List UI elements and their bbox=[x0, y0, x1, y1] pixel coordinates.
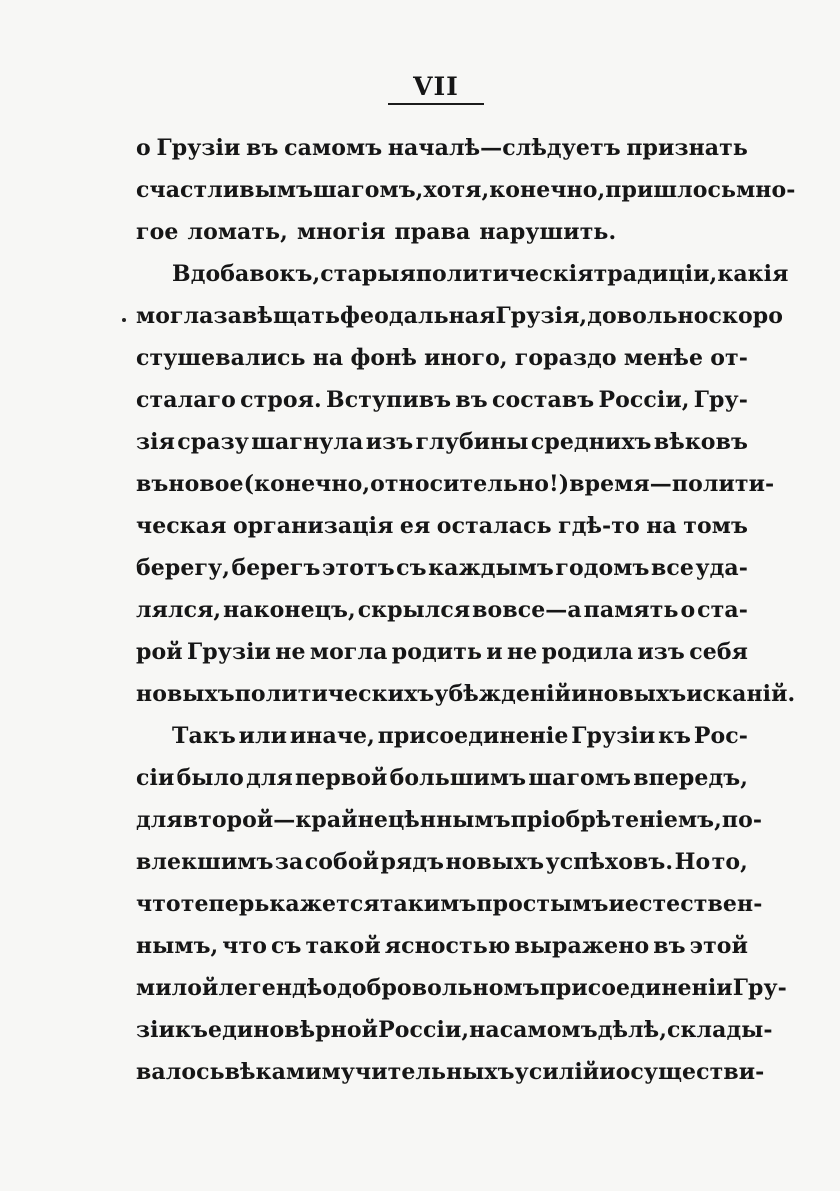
word: организація bbox=[232, 513, 394, 539]
word: уда- bbox=[695, 555, 748, 581]
word: ста- bbox=[697, 597, 748, 623]
word: теперь bbox=[180, 891, 270, 917]
text-line bbox=[136, 589, 748, 631]
word: добровольномъ bbox=[337, 975, 540, 1001]
word: мучительныхъ bbox=[321, 1059, 515, 1085]
word: за bbox=[274, 849, 304, 875]
word: Такъ bbox=[172, 723, 236, 749]
word: феодальная bbox=[340, 303, 496, 329]
word: влекшимъ bbox=[136, 849, 274, 875]
word: все bbox=[650, 555, 694, 581]
text-line bbox=[136, 757, 748, 799]
word: склады- bbox=[667, 1017, 773, 1043]
word: права bbox=[394, 219, 471, 245]
word: от- bbox=[710, 345, 748, 371]
word: Вдобавокъ, bbox=[172, 261, 321, 287]
text-line bbox=[136, 295, 784, 337]
word: Россіи, bbox=[598, 387, 690, 413]
word: строя. bbox=[240, 387, 322, 413]
word: цѣннымъ bbox=[387, 807, 511, 833]
word: традиціи, bbox=[593, 261, 718, 287]
word: на bbox=[646, 513, 677, 539]
text-line bbox=[136, 1051, 765, 1093]
word: присоединеніи bbox=[539, 975, 733, 1001]
word: гдѣ-то bbox=[558, 513, 640, 539]
text-line bbox=[136, 631, 748, 673]
word: въ bbox=[246, 135, 279, 161]
word: зія bbox=[136, 429, 175, 455]
word: изъ bbox=[365, 429, 414, 455]
page-number: VII bbox=[413, 72, 459, 101]
word: выражено bbox=[514, 933, 650, 959]
text-line bbox=[136, 337, 748, 379]
word: дѣлѣ, bbox=[597, 1017, 667, 1043]
word: скоро bbox=[708, 303, 784, 329]
word: усилій bbox=[514, 1059, 600, 1085]
word: простымъ bbox=[476, 891, 609, 917]
word: такой bbox=[305, 933, 381, 959]
word: конечно, bbox=[489, 177, 606, 203]
word: рядъ bbox=[380, 849, 445, 875]
word: Гру- bbox=[693, 387, 748, 413]
word: себя bbox=[689, 639, 748, 665]
word: что bbox=[136, 891, 181, 917]
word: менѣе bbox=[623, 345, 704, 371]
word: первой bbox=[295, 765, 388, 791]
word: началѣ—слѣдуетъ bbox=[387, 135, 621, 161]
word: по- bbox=[721, 807, 763, 833]
word: родила bbox=[541, 639, 634, 665]
word: (конечно, bbox=[243, 471, 371, 497]
text-line bbox=[136, 505, 748, 547]
word: сразу bbox=[177, 429, 249, 455]
word: сіи bbox=[136, 765, 175, 791]
text-line bbox=[136, 967, 787, 1009]
word: хотя, bbox=[423, 177, 490, 203]
word: многія bbox=[296, 219, 386, 245]
word: новыхъ bbox=[587, 681, 687, 707]
word: шагомъ bbox=[528, 765, 632, 791]
word: большимъ bbox=[389, 765, 527, 791]
word: томъ bbox=[683, 513, 748, 539]
text-line bbox=[136, 211, 748, 253]
word: довольно bbox=[587, 303, 709, 329]
word: на bbox=[469, 1017, 500, 1043]
word: валось bbox=[136, 1059, 225, 1085]
word: впередъ, bbox=[633, 765, 748, 791]
word: о bbox=[136, 135, 151, 161]
word: осталась bbox=[436, 513, 552, 539]
word: пріобрѣтеніемъ, bbox=[510, 807, 722, 833]
word: этотъ bbox=[321, 555, 395, 581]
word: гораздо bbox=[514, 345, 617, 371]
text-line bbox=[136, 379, 748, 421]
word: шагомъ, bbox=[313, 177, 424, 203]
word: Грузіи bbox=[187, 639, 271, 665]
text-line bbox=[136, 841, 748, 883]
word: нарушить. bbox=[479, 219, 617, 245]
word: собой bbox=[304, 849, 380, 875]
word: этой bbox=[689, 933, 748, 959]
word: берегъ bbox=[231, 555, 321, 581]
word: новое bbox=[168, 471, 244, 497]
word: что bbox=[222, 933, 268, 959]
word: счастливымъ bbox=[136, 177, 314, 203]
text-line bbox=[136, 127, 748, 169]
page-header bbox=[380, 72, 492, 105]
word: или bbox=[238, 723, 288, 749]
word: лялся, bbox=[136, 597, 222, 623]
word: легендѣ bbox=[218, 975, 323, 1001]
word: Россіи, bbox=[378, 1017, 470, 1043]
text-line bbox=[136, 925, 748, 967]
word: къ bbox=[658, 723, 692, 749]
text-line bbox=[136, 547, 748, 589]
word: признать bbox=[626, 135, 748, 161]
word: кажется bbox=[269, 891, 380, 917]
word: новыхъ bbox=[136, 681, 235, 707]
word: исканій. bbox=[686, 681, 796, 707]
word: ея bbox=[399, 513, 431, 539]
text-line bbox=[136, 715, 748, 757]
body-text bbox=[136, 127, 796, 1093]
word: ломать, bbox=[187, 219, 288, 245]
word: гое bbox=[136, 219, 179, 245]
word: единовѣрной bbox=[207, 1017, 379, 1043]
word: Вступивъ bbox=[326, 387, 452, 413]
word: и bbox=[608, 891, 625, 917]
word: съ bbox=[271, 933, 302, 959]
word: время—полити- bbox=[569, 471, 775, 497]
text-line bbox=[136, 253, 789, 295]
word: не bbox=[507, 639, 538, 665]
word: и bbox=[486, 639, 503, 665]
word: и bbox=[599, 1059, 616, 1085]
word: относительно!) bbox=[370, 471, 570, 497]
word: естествен- bbox=[624, 891, 763, 917]
word: новыхъ bbox=[445, 849, 545, 875]
word: нымъ, bbox=[136, 933, 219, 959]
word: завѣщать bbox=[213, 303, 341, 329]
word: изъ bbox=[637, 639, 685, 665]
text-line bbox=[136, 1009, 773, 1051]
word: Грузіи bbox=[156, 135, 241, 161]
word: могла bbox=[309, 639, 388, 665]
word: такимъ bbox=[379, 891, 477, 917]
text-line bbox=[136, 421, 748, 463]
word: присоединеніе bbox=[377, 723, 569, 749]
word: о bbox=[322, 975, 338, 1001]
word: наконецъ, bbox=[223, 597, 356, 623]
text-line bbox=[136, 883, 763, 925]
word: самомъ bbox=[284, 135, 383, 161]
word: убѣжденій bbox=[434, 681, 572, 707]
word: политическія bbox=[415, 261, 594, 287]
text-line bbox=[136, 169, 796, 211]
word: было bbox=[176, 765, 244, 791]
word: не bbox=[275, 639, 306, 665]
word: Но bbox=[674, 849, 711, 875]
margin-dot bbox=[122, 318, 126, 322]
word: фонѣ bbox=[350, 345, 417, 371]
word: иначе, bbox=[289, 723, 375, 749]
word: шагнула bbox=[251, 429, 364, 455]
word: успѣховъ. bbox=[545, 849, 674, 875]
word: пришлось bbox=[605, 177, 737, 203]
header-rule bbox=[388, 103, 484, 105]
word: вѣками bbox=[224, 1059, 322, 1085]
word: глубины bbox=[415, 429, 529, 455]
word: родить bbox=[391, 639, 482, 665]
word: Гру- bbox=[732, 975, 787, 1001]
text-line bbox=[136, 463, 775, 505]
word: второй—крайне bbox=[182, 807, 388, 833]
word: Рос- bbox=[693, 723, 748, 749]
word: каждымъ bbox=[428, 555, 554, 581]
word: и bbox=[571, 681, 588, 707]
text-line bbox=[136, 673, 796, 715]
word: къ bbox=[175, 1017, 208, 1043]
word: ясностью bbox=[384, 933, 511, 959]
word: сталаго bbox=[136, 387, 236, 413]
word: рой bbox=[136, 639, 183, 665]
word: вѣковъ bbox=[653, 429, 748, 455]
word: въ bbox=[653, 933, 686, 959]
text-line bbox=[136, 799, 763, 841]
word: среднихъ bbox=[530, 429, 652, 455]
word: самомъ bbox=[499, 1017, 598, 1043]
word: о bbox=[680, 597, 696, 623]
word: для bbox=[136, 807, 183, 833]
word: въ bbox=[455, 387, 488, 413]
word: милой bbox=[136, 975, 219, 1001]
word: память bbox=[583, 597, 679, 623]
word: для bbox=[246, 765, 293, 791]
word: въ bbox=[136, 471, 169, 497]
word: мно- bbox=[736, 177, 796, 203]
word: Грузія, bbox=[495, 303, 588, 329]
word: на bbox=[312, 345, 344, 371]
word: составъ bbox=[491, 387, 595, 413]
word: скрылся bbox=[357, 597, 471, 623]
word: то, bbox=[711, 849, 748, 875]
word: иного, bbox=[424, 345, 508, 371]
word: осуществи- bbox=[615, 1059, 765, 1085]
word: политическихъ bbox=[234, 681, 435, 707]
word: ческая bbox=[136, 513, 227, 539]
word: вовсе—а bbox=[472, 597, 582, 623]
word: годомъ bbox=[555, 555, 650, 581]
word: старыя bbox=[320, 261, 416, 287]
word: стушевались bbox=[136, 345, 306, 371]
word: съ bbox=[396, 555, 427, 581]
word: берегу, bbox=[136, 555, 230, 581]
word: могла bbox=[136, 303, 214, 329]
word: Грузіи bbox=[571, 723, 656, 749]
word: какія bbox=[717, 261, 789, 287]
word: зіи bbox=[136, 1017, 176, 1043]
